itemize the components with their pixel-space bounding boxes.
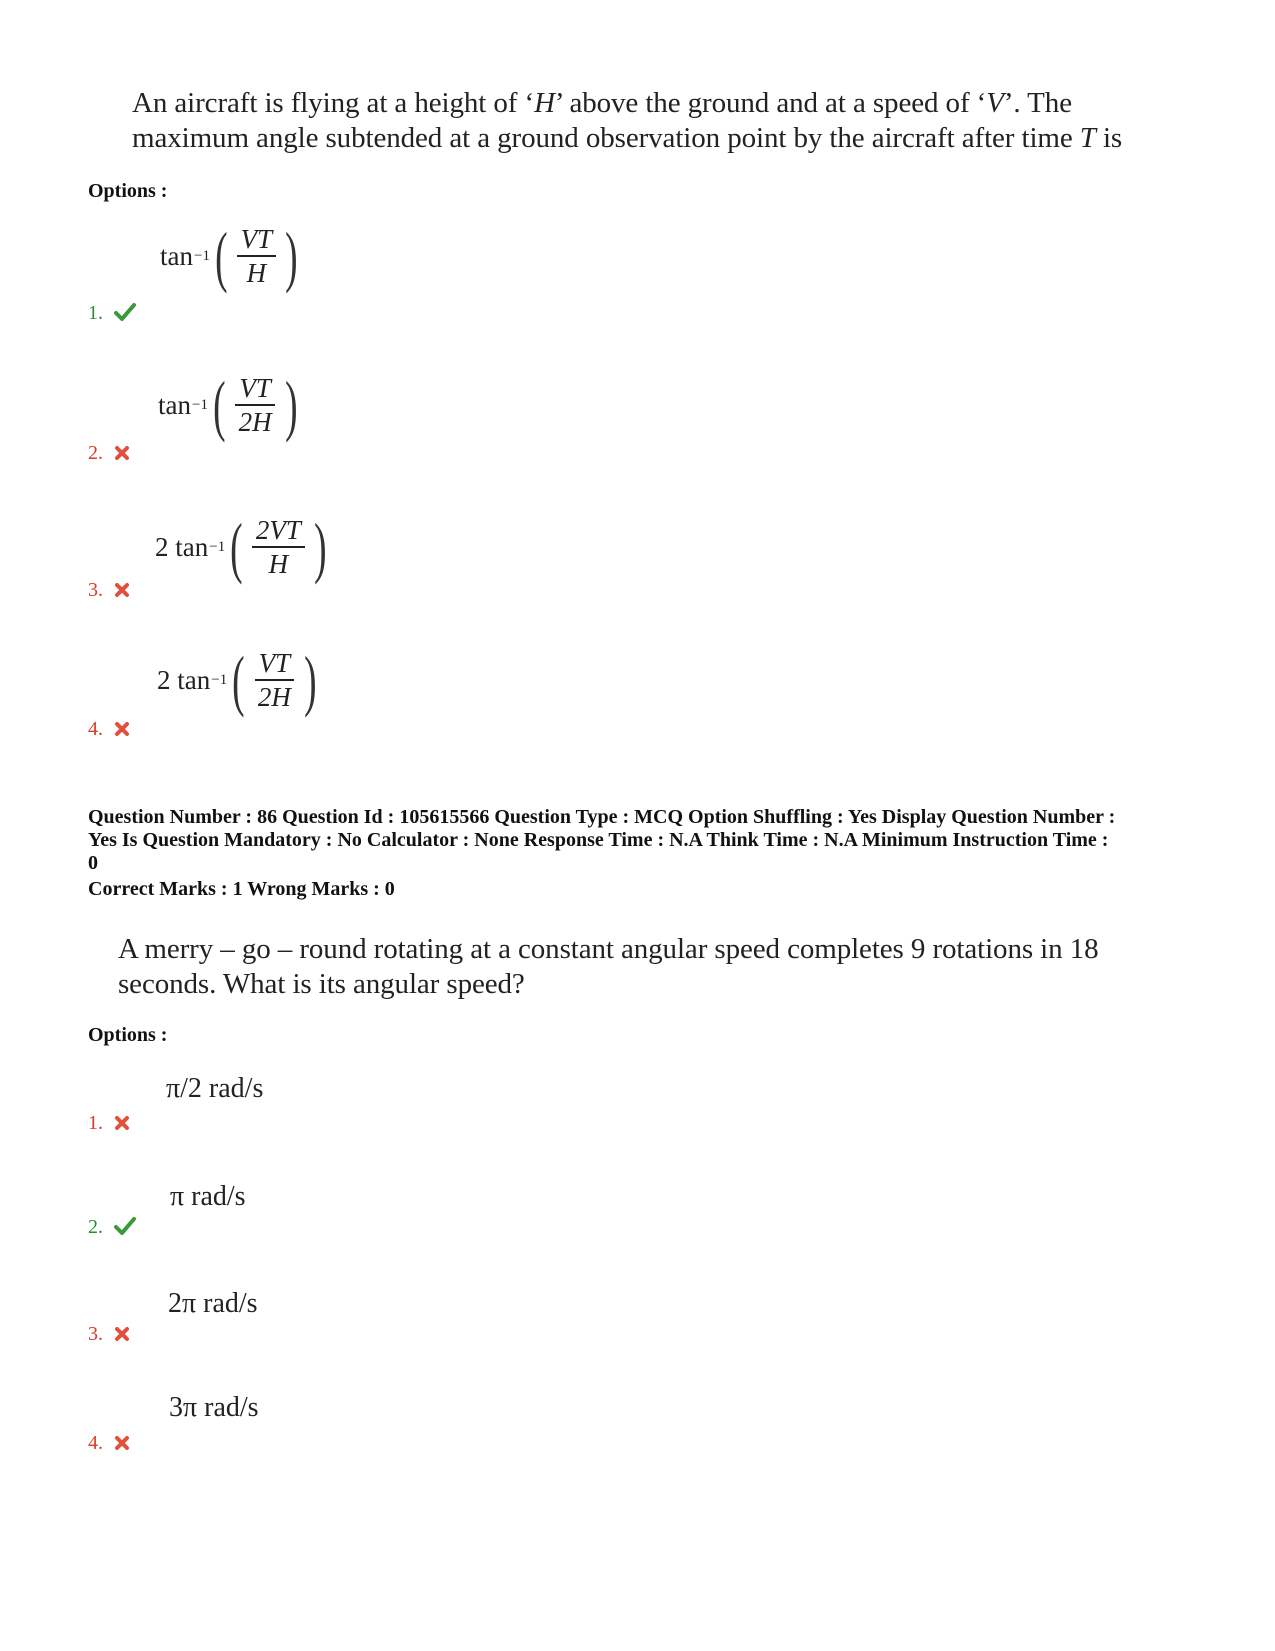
- option-number: 2.: [88, 1216, 103, 1238]
- option-2-number: [88, 1216, 136, 1241]
- option-3-number: [88, 579, 130, 604]
- right-paren: ): [284, 367, 298, 443]
- text-segment: is: [1095, 122, 1123, 154]
- option-number: 3.: [88, 579, 103, 601]
- metadata-line: Question Number : 86 Question Id : 105615566 Question Type : MCQ Option Shuffling : Yes Display Question Number :: [88, 806, 1116, 828]
- option-3-text: 2π rad/s: [168, 1288, 258, 1319]
- options-label: Options :: [88, 180, 168, 202]
- text-segment: ’ above the ground and at a speed of ‘: [554, 87, 987, 119]
- right-paren: ): [285, 218, 298, 294]
- fraction: [235, 374, 276, 436]
- option-prefix: tan: [158, 389, 191, 420]
- numerator: 2VT: [252, 516, 305, 548]
- numerator: VT: [235, 374, 275, 406]
- option-1-number: [88, 302, 136, 327]
- check-icon: [114, 1217, 136, 1241]
- question-line-2: seconds. What is its angular speed?: [118, 968, 525, 1000]
- fraction: [254, 649, 295, 711]
- option-1-number: [88, 1112, 130, 1137]
- var-H: H: [534, 87, 555, 119]
- option-2-expression: [158, 367, 302, 443]
- denominator: 2H: [238, 407, 272, 437]
- option-1-text: π/2 rad/s: [166, 1073, 264, 1104]
- option-2-text: π rad/s: [170, 1181, 246, 1212]
- option-4-number: [88, 1432, 130, 1457]
- option-number: 1.: [88, 1112, 103, 1134]
- option-prefix: 2 tan: [155, 531, 209, 562]
- question-line-1: [132, 86, 1132, 121]
- option-prefix: tan: [160, 240, 193, 271]
- option-4-text: 3π rad/s: [169, 1392, 259, 1423]
- option-4-expression: [157, 642, 322, 718]
- numerator: VT: [255, 649, 295, 681]
- metadata-line: 0: [88, 852, 98, 874]
- cross-icon: [114, 1434, 130, 1457]
- denominator: H: [268, 549, 289, 579]
- fraction: [252, 516, 305, 578]
- question-metadata: [88, 806, 1188, 875]
- question-text: [132, 86, 1132, 156]
- cross-icon: [114, 720, 130, 743]
- option-superscript: −1: [194, 247, 210, 264]
- text-segment: maximum angle subtended at a ground observation point by the aircraft after time: [132, 122, 1080, 154]
- numerator: VT: [237, 225, 277, 257]
- fraction: [237, 225, 277, 287]
- option-number: 2.: [88, 442, 103, 464]
- option-prefix: 2 tan: [157, 664, 211, 695]
- marks-info: Correct Marks : 1 Wrong Marks : 0: [88, 878, 395, 900]
- cross-icon: [114, 581, 130, 604]
- check-icon: [114, 303, 136, 327]
- metadata-line: Yes Is Question Mandatory : No Calculator : None Response Time : N.A Think Time : N.A Minimum Instruction Time :: [88, 829, 1109, 851]
- options-label: Options :: [88, 1024, 168, 1046]
- option-number: 4.: [88, 718, 103, 740]
- left-paren: (: [215, 218, 228, 294]
- var-V: V: [986, 87, 1004, 119]
- left-paren: (: [213, 367, 226, 443]
- option-number: 4.: [88, 1432, 103, 1454]
- option-superscript: −1: [209, 538, 226, 555]
- option-3-expression: [155, 509, 332, 585]
- option-number: 3.: [88, 1323, 103, 1345]
- denominator: 2H: [257, 682, 291, 712]
- right-paren: ): [303, 642, 317, 718]
- question-text: [118, 932, 1118, 1002]
- text-segment: An aircraft is flying at a height of ‘: [132, 87, 535, 119]
- option-1-expression: [160, 218, 303, 294]
- option-superscript: −1: [192, 396, 208, 413]
- option-4-number: [88, 718, 130, 743]
- option-number: 1.: [88, 302, 103, 324]
- option-superscript: −1: [211, 671, 228, 688]
- denominator: H: [246, 258, 267, 288]
- cross-icon: [114, 1114, 130, 1137]
- question-line-2: [132, 121, 1132, 156]
- option-3-number: [88, 1323, 130, 1348]
- left-paren: (: [232, 642, 245, 718]
- option-2-number: [88, 442, 130, 467]
- text-segment: ’. The: [1003, 87, 1072, 119]
- cross-icon: [114, 1325, 130, 1348]
- right-paren: ): [313, 509, 327, 585]
- cross-icon: [114, 444, 130, 467]
- question-line-1: A merry – go – round rotating at a constant angular speed completes 9 rotations in 18: [118, 933, 1099, 965]
- left-paren: (: [230, 509, 243, 585]
- var-T: T: [1079, 122, 1096, 154]
